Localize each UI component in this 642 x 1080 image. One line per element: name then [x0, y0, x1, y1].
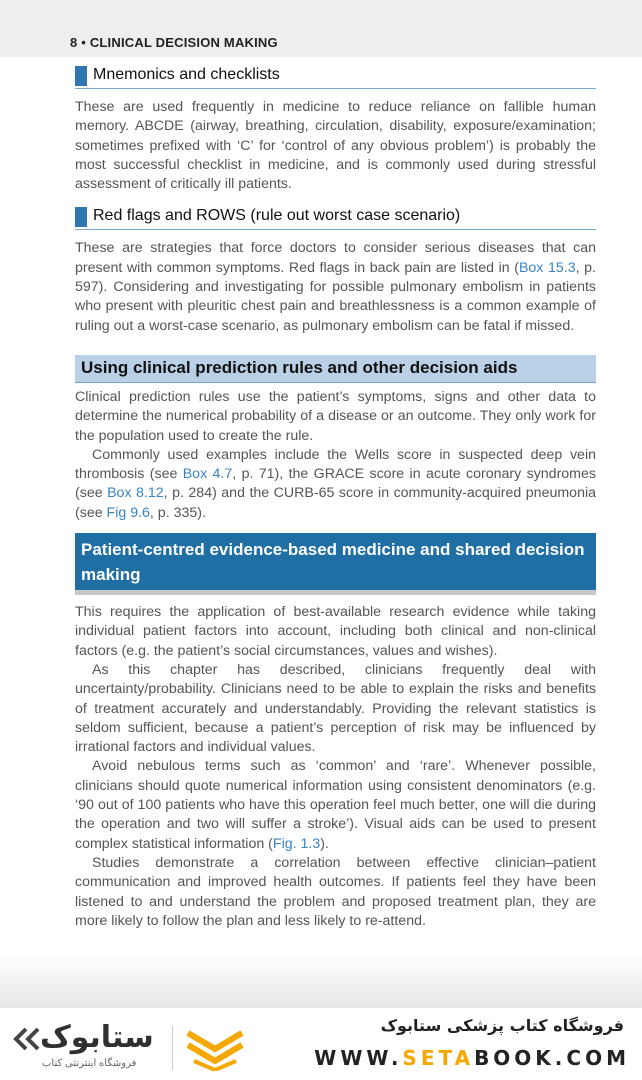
heading-text: Mnemonics and checklists	[93, 66, 280, 83]
logo-wordmark: ستابوک	[40, 1020, 154, 1055]
page-bottom-shadow	[0, 955, 642, 1008]
footer-banner	[0, 1008, 642, 1080]
setabook-logo[interactable]	[12, 1022, 252, 1074]
paragraph-prediction-2	[75, 446, 596, 523]
heading-patient-centred	[75, 533, 596, 595]
url-accent: SETA	[402, 1046, 475, 1070]
text-run: , p. 71), the GRACE score in acute coronary syndromes (see	[75, 466, 596, 502]
url-prefix: WWW.	[314, 1046, 403, 1070]
heading-mnemonics	[75, 64, 596, 89]
page-content	[75, 64, 596, 931]
paragraph-patient-1: This requires the application of best-available research evidence while taking individual patient factors into account, including both clinical and non-clinical factors (e.g. the patient’s social circumstances, values and wishes).	[75, 604, 596, 659]
website-url[interactable]	[314, 1046, 630, 1070]
heading-marker	[75, 66, 87, 86]
paragraph-prediction-1: Clinical prediction rules use the patient’s symptoms, signs and other data to determine the numerical probability of a disease or an outcome. They only work for the population used to create the rule.	[75, 388, 596, 444]
link-fig-1-3[interactable]: Fig. 1.3	[272, 835, 321, 852]
running-head	[70, 35, 278, 50]
paragraph-patient-4: Studies demonstrate a correlation between effective clinician–patient communication and improved health outcomes. If patients feel they have been listened to and understand the problem and proposed treatment plan, they are more likely to follow the plan and less likely to re-attend.	[75, 854, 596, 929]
double-chevron-icon	[12, 1024, 42, 1054]
text-run: These are strategies that force doctors to consider serious diseases that can present with common symptoms. Red flags in back pain are listed in (	[75, 240, 596, 276]
text-run: Commonly used examples include the Wells score in suspected deep vein thrombosis (see	[75, 446, 596, 483]
link-box-15-3[interactable]: Box 15.3	[518, 259, 576, 276]
paragraph-patient-2: As this chapter has described, clinicians frequently deal with uncertainty/probability. Clinicians need to be able to explain the risks and benefits of treatment accurately and understandably. Providing the relevant statistics is seldom sufficient, because a patient’s perception of risk may be influenced by irrational factors and individual values.	[75, 661, 596, 756]
link-fig-9-6[interactable]: Fig 9.6	[106, 504, 150, 521]
text-run: , p. 284) and the CURB-65 score in community-acquired pneumonia (see	[75, 485, 596, 521]
link-box-8-12[interactable]: Box 8.12	[107, 485, 164, 502]
heading-text: Patient-centred evidence-based medicine and shared decision making	[81, 540, 585, 585]
link-box-4-7[interactable]: Box 4.7	[182, 466, 233, 483]
text-run: , p. 335).	[149, 504, 206, 521]
paragraph-patient-3	[75, 757, 596, 853]
heading-red-flags	[75, 205, 596, 230]
logo-divider	[172, 1026, 173, 1070]
page-number: 8	[70, 35, 78, 50]
chapter-title: CLINICAL DECISION MAKING	[89, 35, 278, 50]
heading-marker	[75, 207, 87, 227]
heading-text: Using clinical prediction rules and other decision aids	[81, 357, 518, 377]
logo-tagline: فروشگاه اینترنتی کتاب	[42, 1058, 137, 1069]
paragraph-red-flags	[75, 239, 596, 335]
paragraph-mnemonics: These are used frequently in medicine to reduce reliance on fallible human memory. ABCDE (airway, breathing, circulation, disability, exposure/examination; sometimes prefixed with ‘C’ for ‘control of any obvious problem’) is probably the most successful checklist in medicine, and is commonly used during stressful assessment of critically ill patients.	[75, 99, 596, 193]
text-run: Avoid nebulous terms such as ‘common’ and ‘rare’. Whenever possible, clinicians should quote numerical information using consistent denominators (e.g. ‘90 out of 100 patients who have this operation feel much better, one will die during the operation and two will suffer a stroke’). Visual aids can be used to present complex statistical information (	[75, 758, 596, 852]
heading-text: Red flags and ROWS (rule out worst case scenario)	[93, 207, 461, 225]
shop-name: فروشگاه کتاب پزشکی ستابوک	[380, 1016, 624, 1035]
url-suffix: BOOK.COM	[474, 1046, 630, 1070]
text-run: , p. 597). Considering and investigating for possible pulmonary embolism in patients who present with pleuritic chest pain and breathlessness is a common example of ruling out a worst-case scenario, as pulmonary embolism can be fatal if missed.	[75, 259, 596, 334]
text-run: ).	[320, 835, 329, 852]
bullet-separator: •	[81, 35, 87, 50]
heading-prediction-rules	[75, 355, 596, 383]
book-chevron-icon	[184, 1025, 246, 1071]
